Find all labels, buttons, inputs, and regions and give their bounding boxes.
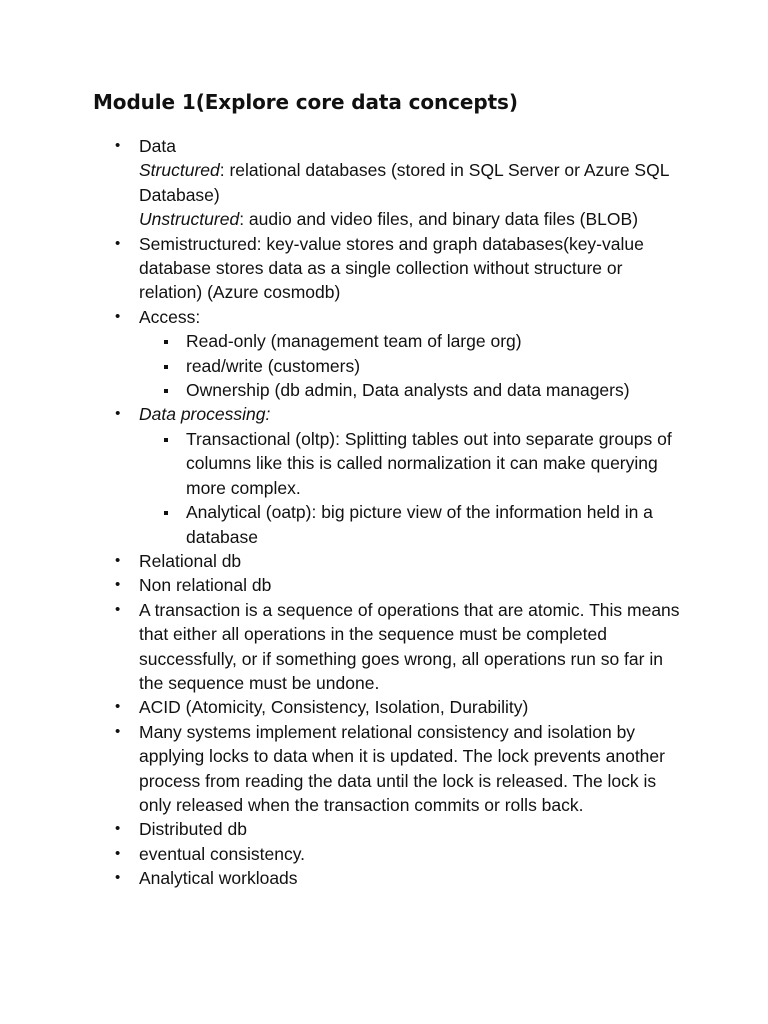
sublist-item: Read-only (management team of large org) — [186, 329, 689, 353]
list-item-text: Non relational db — [139, 575, 272, 596]
list-item-relational-db — [139, 549, 689, 573]
list-item-acid — [139, 695, 689, 719]
list-item-transaction — [139, 598, 689, 696]
list-item-analytical-workloads — [139, 866, 689, 890]
list-item-text: Relational db — [139, 550, 242, 571]
unstructured-definition — [139, 207, 689, 231]
list-item-data-processing — [139, 402, 689, 548]
list-item-data — [139, 134, 689, 232]
item-label-data: • Data — [139, 136, 176, 156]
bullet-list — [139, 134, 689, 891]
list-item-semistructured — [139, 232, 689, 305]
sublist-item: read/write (customers) — [186, 354, 689, 378]
list-item-text: Distributed db — [139, 819, 247, 840]
list-item-text: eventual consistency. — [139, 843, 306, 864]
list-item-locks — [139, 720, 689, 818]
access-sublist — [139, 329, 689, 402]
unstructured-term: Unstructured — [139, 209, 240, 230]
notes-content — [139, 134, 689, 891]
list-item-text: ACID (Atomicity, Consistency, Isolation, Durability) — [139, 697, 529, 718]
sublist-item: Ownership (db admin, Data analysts and data managers) — [186, 378, 689, 402]
list-item-text: Analytical workloads — [139, 868, 298, 889]
list-item-access — [139, 305, 689, 403]
structured-term: Structured — [139, 160, 220, 181]
data-processing-sublist — [139, 427, 689, 549]
unstructured-text: : audio and video files, and binary data files (BLOB) — [239, 209, 639, 230]
list-item-eventual-consistency — [139, 842, 689, 866]
list-item-distributed-db — [139, 817, 689, 841]
structured-definition — [139, 158, 689, 207]
page-title: Module 1(Explore core data concepts) — [93, 90, 518, 114]
list-item-text: Semistructured: key-value stores and graph databases(key-value database stores data as a single collection without structure or relation) (Azure cosmodb) — [139, 233, 644, 303]
sublist-item: Transactional (oltp): Splitting tables out into separate groups of columns like this is called normalization it can make querying more complex. — [186, 427, 689, 500]
structured-text: : relational databases (stored in SQL Server or Azure SQL Database) — [139, 160, 669, 205]
list-item-text: Many systems implement relational consistency and isolation by applying locks to data when it is updated. The lock prevents another process from reading the data until the lock is released. The lock is only released when the transaction commits or rolls back. — [139, 721, 665, 815]
list-item-non-relational-db — [139, 573, 689, 597]
list-item-text: Data processing: — [139, 404, 271, 425]
sublist-item: Analytical (oatp): big picture view of the information held in a database — [186, 500, 689, 549]
list-item-text: Access: — [139, 306, 201, 327]
list-item-text: A transaction is a sequence of operations that are atomic. This means that either all operations in the sequence must be completed successfully, or if something goes wrong, all operations run so far in the sequence must be undone. — [139, 599, 680, 693]
